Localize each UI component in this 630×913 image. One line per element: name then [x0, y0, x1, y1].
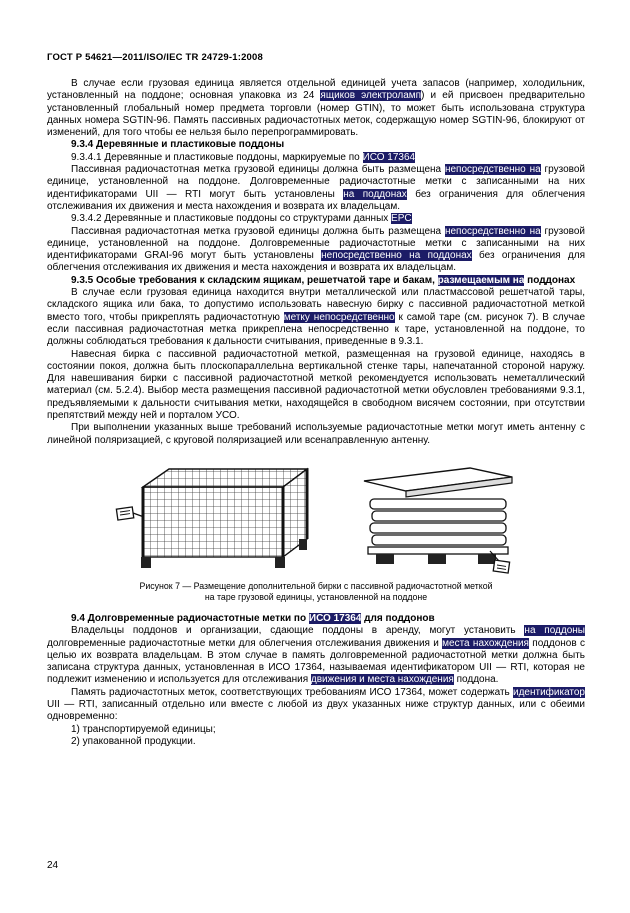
figure-7 [47, 457, 585, 577]
rfid-tag-icon [116, 507, 133, 520]
search-highlight: непосредственно на [444, 225, 541, 237]
search-highlight: непосредственно на [444, 164, 541, 176]
list-item [47, 736, 585, 748]
text-segment: В случае если грузовая единица является отдельной единицей учета запасов (например, холодильник, установленный на поддоне; основная упаковка из 24 [47, 78, 585, 102]
text-segment: грузовой единице, установленной на поддоне. Долговременные радиочастотные метки с записанными на них идентификаторами GRAI-96 могут быть установлены [47, 225, 586, 262]
search-highlight: метку непосредственно [283, 311, 395, 323]
document-content [47, 78, 585, 748]
paragraph [47, 422, 585, 447]
list-item [47, 724, 585, 736]
text-segment: поддонах [524, 274, 576, 286]
text-segment: 9.3.4.2 Деревянные и пластиковые поддоны со структурами данных [71, 213, 392, 225]
figure-caption-line-1: Рисунок 7 — Размещение дополнительной бирки с пассивной радиочастотной меткой [139, 580, 493, 591]
paragraph [47, 349, 585, 423]
paragraph [47, 625, 585, 686]
text-segment: без ограничения для облегчения отслеживания их движения и места нахождения и возврата их владельцам. [47, 188, 586, 212]
paragraph [47, 78, 585, 139]
paragraph [47, 287, 585, 348]
text-segment: поддонов с целью их возврата владельцам. В этом случае в память долговременной радиочастотной метки должна быть записана структура данных, установленная в ИСО 17364, называемая идентификатором UII — RTI, которая не подлежит изменению и используется для отслеживания [47, 637, 585, 686]
search-highlight: на поддоны [524, 625, 585, 637]
text-segment: UII — RTI, записанный отдельно или вместе с любой из двух указанных ниже структур данных, или с обеими одновременно: [47, 698, 585, 723]
search-highlight: ИСО 17364 [362, 151, 416, 163]
text-blocks-bottom [47, 613, 585, 748]
text-blocks-top [47, 78, 585, 447]
text-segment: без ограничения для облегчения отслеживания их движения и места нахождения и возврата их владельцам. [47, 250, 586, 274]
section-heading [47, 275, 585, 287]
section-heading [47, 613, 585, 625]
search-highlight: ящиков электроламп [320, 90, 422, 102]
text-segment: долговременные радиочастотные метки для облегчения отслеживания движения и [47, 637, 443, 649]
text-segment: Навесная бирка с пассивной радиочастотной меткой, размещенная на грузовой единице, находясь в состоянии покоя, должна быть плоскопараллельна вертикальной стенке тары, напечатанной стороной наружу. Для навешивания бирки с пассивной радиочастотной меткой рекомендуется использовать неметаллический материал (см. 5.2.4). Выбор места размещения пассивной радиочастотной метки обусловлен требованиями 9.3.1, предъявляемыми к дальности считывания метки, находящейся в свободном висячем состоянии, при отсутствии препятствий между ней и порталом УСО. [47, 348, 585, 422]
paragraph [47, 226, 585, 275]
search-highlight: непосредственно на поддонах [321, 250, 472, 262]
text-segment: Владельцы поддонов и организации, сдающие поддоны в аренду, могут установить [71, 625, 525, 637]
figure-caption-line-2: на таре грузовой единицы, установленной на поддоне [204, 591, 428, 602]
paragraph [47, 152, 585, 164]
section-heading [47, 139, 585, 151]
text-segment: для поддонов [361, 612, 435, 624]
paragraph [47, 213, 585, 225]
search-highlight: места нахождения [442, 637, 529, 649]
text-segment: 9.3.4.1 Деревянные и пластиковые поддоны, маркируемые по [71, 151, 363, 163]
text-segment: 9.4 Долговременные радиочастотные метки по [71, 612, 309, 624]
rfid-tag-icon [493, 560, 509, 573]
page-number: 24 [47, 860, 59, 871]
text-segment: поддона. [453, 674, 499, 686]
paragraph [47, 687, 585, 724]
document-header: ГОСТ Р 54621—2011/ISO/IEC TR 24729-1:2008 [47, 52, 264, 63]
text-segment: Пассивная радиочастотная метка грузовой единицы должна быть размещена [71, 164, 445, 176]
text-segment: к самой таре (см. рисунок 7). В случае если пассивная радиочастотная метка прикреплена непосредственно к таре, установленной на поддоне, то должны соблюдаться требования к дальности считывания, приведенные в 9.3.1. [47, 311, 586, 348]
search-highlight: EPC [391, 213, 412, 225]
search-highlight: на поддонах [343, 188, 407, 200]
search-highlight: размещаемым на [437, 274, 525, 286]
mesh-container-illustration [115, 457, 310, 577]
paragraph [47, 164, 585, 213]
search-highlight: ИСО 17364 [308, 612, 362, 624]
text-segment: В случае если грузовая единица находится внутри металлической или пластмассовой решетчатой тары, складского ящика или бака, то допустимо использовать навесную бирку с пассивной радиочастотной меткой вместо того, чтобы прикреплять радиочастотную [47, 287, 585, 323]
text-segment: 9.3.5 Особые требования к складским ящикам, решетчатой таре и бакам, [71, 274, 438, 286]
text-segment: ) и ей присвоен предварительно установленный глобальный номер предмета торговли (номер GTIN), то может быть использована структура данных номера SGTIN-96. Память пассивных радиочастотных меток, содержащую номер SGTIN-96, блокируют от изменений, для того чтобы ее нельзя было перепрограммировать. [47, 90, 585, 139]
text-segment: 2) упакованной продукции. [71, 735, 196, 747]
text-segment: Пассивная радиочастотная метка грузовой единицы должна быть размещена [71, 225, 445, 237]
folded-container-illustration [358, 463, 518, 577]
text-segment: При выполнении указанных выше требований используемые радиочастотные метки могут иметь антенну с линейной поляризацией, с круговой поляризацией или всенаправленную антенну. [47, 422, 585, 446]
search-highlight: идентификатор [512, 686, 585, 698]
search-highlight: движения и места нахождения [310, 674, 454, 686]
text-segment: 9.3.4 Деревянные и пластиковые поддоны [71, 139, 285, 151]
figure-caption [47, 581, 585, 603]
text-segment: Память радиочастотных меток, соответствующих требованиям ИСО 17364, может содержать [71, 686, 513, 698]
text-segment: грузовой единице, установленной на поддоне. Долговременные радиочастотные метки с записанными на них идентификаторами UII — RTI могут быть установлены [47, 164, 586, 200]
text-segment: 1) транспортируемой единицы; [71, 723, 216, 735]
